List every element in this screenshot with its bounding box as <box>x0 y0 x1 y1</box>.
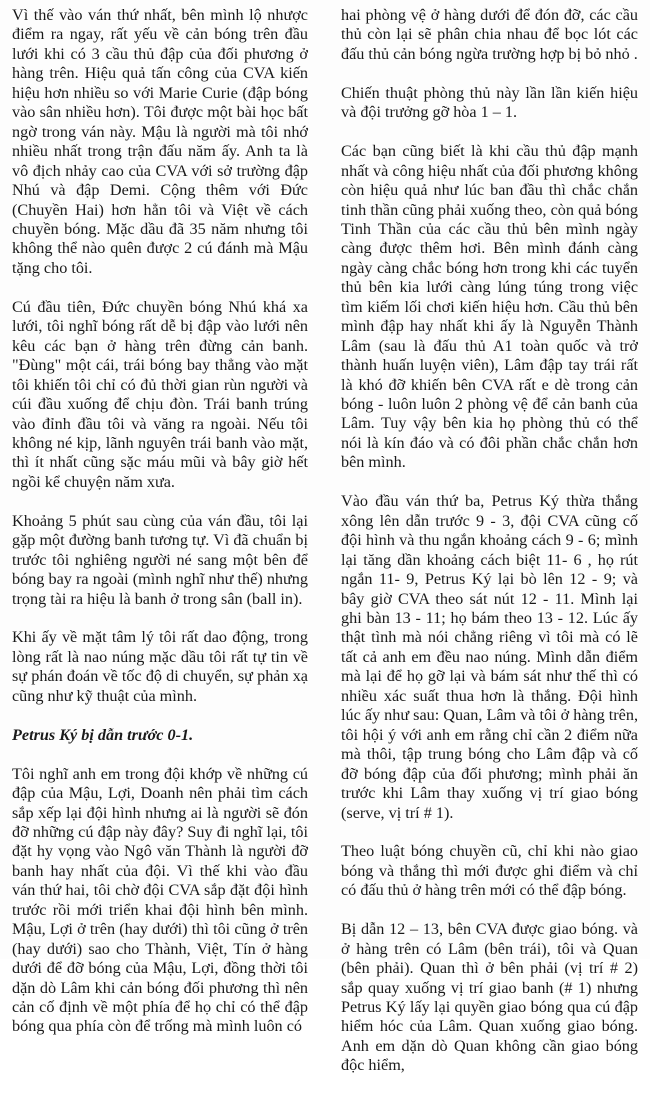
paragraph: Chiến thuật phòng thủ này lần lần kiến hiệu và đội trưởng gỡ hòa 1 – 1. <box>341 83 638 122</box>
paragraph: Tôi nghĩ anh em trong đội khớp về những cú đập của Mậu, Lợi, Doanh nên phải tìm cách sắp xếp lại đội hình nhưng ai là người sẽ đón đỡ những cú đập này đây? Suy đi nghĩ lại, tôi đặt hy vọng vào Ngô văn Thành là người đỡ banh hay nhất của đội. Vì thế khi vào đầu ván thứ hai, tôi chờ đội CVA sắp đặt đội hình trước rồi mới triển khai đội hình bên mình. Mậu, Lợi ở trên (hay dưới) thì tôi cũng ở trên (hay dưới) sao cho Thành, Việt, Tín ở hàng dưới để đỡ bóng của Mậu, Lợi, đồng thời tôi dặn dò Lâm khi cản bóng đối phương thì nên cản cố định về một phía để họ chỉ có thể đập bóng qua phía còn để trống mà mình luôn có <box>12 764 308 1036</box>
paragraph: Cú đầu tiên, Đức chuyền bóng Nhú khá xa lưới, tôi nghĩ bóng rất dễ bị đập vào lưới nên kêu các bạn ở hàng trên đừng cản banh. "Đùng" một cái, trái bóng bay thẳng vào mặt tôi khiến tôi chỉ có đủ thời gian rùn người và cúi đầu xuống để chịu đòn. Trái banh trúng vào đỉnh đầu tôi và văng ra ngoài. Nếu tôi không né kịp, lãnh nguyên trái banh vào mặt, thì ít nhất cũng sặc máu mũi và bây giờ hết ngồi kể chuyện năm xưa. <box>12 297 308 491</box>
paragraph: Theo luật bóng chuyền cũ, chỉ khi nào giao bóng và thắng thì mới được ghi điểm và chỉ có đấu thủ ở hàng trên mới có thể đập bóng. <box>341 842 638 900</box>
section-heading: Petrus Ký bị dẫn trước 0-1. <box>12 725 194 744</box>
left-column <box>12 6 308 1056</box>
paragraph: hai phòng vệ ở hàng dưới để đón đỡ, các cầu thủ còn lại sẽ phân chia nhau để bọc lót các đấu thủ cản bóng ngừa trường hợp bị bỏ nhỏ . <box>341 6 638 63</box>
paragraph: Khoảng 5 phút sau cùng của ván đầu, tôi lại gặp một đường banh tương tự. Vì đã chuẩn bị trước tôi nghiêng người né sang một bên để bóng bay ra ngoài (mình nghĩ như thế) nhưng trọng tài ra hiệu là banh ở trong sân (ball in). <box>12 511 308 608</box>
paragraph: Bị dẫn 12 – 13, bên CVA được giao bóng. và ở hàng trên có Lâm (bên trái), tôi và Quan (bên phải). Quan thì ở bên phải (vị trí # 2) sắp quay xuống vị trí giao banh (# 1) nhưng Petrus Ký lấy lại quyền giao bóng qua cú đập hiểm hóc của Lâm. Quan xuống giao bóng. Anh em dặn dò Quan không cần giao bóng độc hiểm, <box>341 920 638 1075</box>
paragraph: Khi ấy về mặt tâm lý tôi rất dao động, trong lòng rất là nao núng mặc dầu tôi rất tự tin về sự phán đoán về tốc độ di chuyển, sự phản xạ cũng như kỹ thuật của mình. <box>12 628 308 705</box>
paragraph: Vì thế vào ván thứ nhất, bên mình lộ nhược điểm ra ngay, rất yếu về cản bóng trên đầu lưới khi có 3 cầu thủ đập của đối phương ở hàng trên. Hiệu quả tấn công của CVA kiến hiệu hơn nhiều so với Marie Curie (đập bóng vào sân nhiều hơn). Tôi được một bài học bất ngờ trong ván này. Mậu là người mà tôi nhớ nhiều nhất trong trận đấu năm ấy. Anh ta là vô địch nhảy cao của CVA với sở trường đập Nhú và đập Demi. Cộng thêm với Đức (Chuyền Hai) hơn hẳn tôi và Việt về cách chuyền bóng. Mặc dầu đã 35 năm nhưng tôi không thể nào quên được 2 cú đánh mà Mậu tặng cho tôi. <box>12 6 308 277</box>
right-column <box>341 6 638 1095</box>
paragraph: Vào đầu ván thứ ba, Petrus Ký thừa thắng xông lên dẫn trước 9 - 3, đội CVA cũng cố đội hình và thu ngắn khoảng cách 9 - 6; mình lại tăng dần khoảng cách biệt 11- 6 , họ rút ngắn 11- 9, Petrus Ký lại bò lên 12 - 9; và bây giờ CVA theo sát nút 12 - 11. Mình lại ghi bàn 13 - 11; họ bám theo 13 - 12. Lúc ấy thật tình mà nói chẳng riêng vì tôi mà có lẽ tất cả anh em đều nao núng. Mình dẫn điểm mà lại để họ gỡ lại và bám sát như thế thì có nhiều xác suất thua hơn là thắng. Đội hình lúc ấy như sau: Quan, Lâm và tôi ở hàng trên, tôi hội ý với anh em rằng chỉ cần 2 điểm nữa mà thôi, tập trung bóng cho Lâm đập và cố đỡ bóng đập của đối phương; mình phải ăn trước khi Lâm thay xuống vị trí giao bóng (serve, vị trí # 1). <box>341 492 638 822</box>
paragraph: Các bạn cũng biết là khi cầu thủ đập mạnh nhất và công hiệu nhất của đối phương không còn hiệu quả như lúc ban đầu thì chắc chắn tinh thần cũng phải xuống theo, còn quả bóng Tinh Thần của các cầu thủ bên mình ngày càng được thêm hơi. Bên mình đánh càng ngày càng chắc bóng hơn trong khi các tuyển thủ bên kia lưới càng lúng túng trong việc tìm kiếm lối chơi kiến hiệu hơn. Cầu thủ bên mình đập hay nhất khi ấy là Nguyễn Thành Lâm (sau là đấu thủ A1 toàn quốc và trở thành huấn luyện viên), Lâm đập tay trái rất là khó đỡ khiến bên CVA rất e dè trong cản bóng - luôn luôn 2 phòng vệ để cản banh của Lâm. Tuy vậy bên kia họ phòng thủ có thể nói là kín đáo và có đôi phần chắc chắn hơn bên mình. <box>341 142 638 472</box>
